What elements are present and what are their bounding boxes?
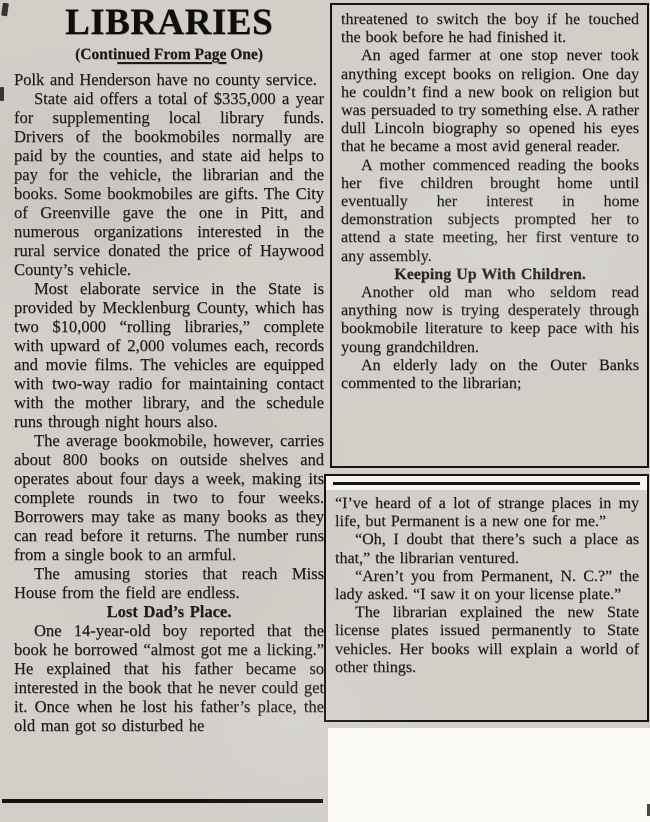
article-box-quotes bbox=[324, 474, 649, 722]
article-subhead: Keeping Up With Children. bbox=[394, 265, 586, 283]
box-header-strip bbox=[326, 476, 647, 490]
right-middle-box-body bbox=[326, 490, 647, 677]
article-headline: LIBRARIES bbox=[64, 2, 274, 43]
article-left-column bbox=[0, 0, 330, 797]
article-paragraph: “Oh, I doubt that there’s such a place as that,” the librarian ventured. bbox=[335, 531, 639, 567]
article-paragraph: Polk and Henderson have no county service. bbox=[14, 69, 317, 89]
box-header-rule bbox=[333, 482, 640, 485]
article-paragraph: The librarian explained the new State license plates issued permanently to State vehicles. Her books will explain a world of other things. bbox=[335, 604, 639, 676]
article-paragraph: One 14-year-old boy reported that the book he borrowed “almost got me a licking.” He explained that his father became so interested in the book that he never could get it. Once when he lost his father’s place, the old man got so disturbed he bbox=[14, 620, 324, 735]
continued-underlined: nued From Page bbox=[117, 45, 227, 63]
article-paragraph: The average bookmobile, however, carries about 800 books on outside shelves and operates about four days a week, making its complete rounds in two to four weeks. Borrowers may take as many books as they can read before it returns. The number runs from a single book to an armful. bbox=[14, 430, 324, 564]
article-paragraph: State aid offers a total of $335,000 a year for supplementing local library funds. Drivers of the bookmobiles normally are paid by the counties, and state aid helps to pay for the vehicle, the librarian and the books. Some bookmobiles are gifts. The City of Greenville gave the one in Pitt, and numerous organizations interested in the rural service donated the price of Haywood County’s vehicle. bbox=[14, 88, 324, 279]
article-paragraph: Most elaborate service in the State is provided by Mecklenburg County, which has two $10,000 “rolling libraries,” complete with upward of 2,000 volumes each, records and movie films. The vehicles are equipped with two-way radio for maintaining contact with the mother library, and the schedule runs through night hours also. bbox=[14, 278, 324, 431]
continued-pre: (Conti bbox=[75, 45, 118, 63]
left-column-body bbox=[14, 70, 324, 735]
article-paragraph: An elderly lady on the Outer Banks commented to the librarian; bbox=[341, 356, 639, 393]
article-paragraph: “I’ve heard of a lot of strange places in my life, but Permanent is a new one for me.” bbox=[335, 495, 639, 531]
article-paragraph: Another old man who seldom read anything now is trying desperately through bookmobile literature to keep pace with his young grandchildren. bbox=[341, 284, 639, 356]
article-paragraph: threatened to switch the boy if he touched the book before he had finished it. bbox=[341, 11, 639, 47]
article-subhead: Lost Dad’s Place. bbox=[106, 601, 232, 621]
article-box-top-right bbox=[330, 3, 649, 468]
article-paragraph: A mother commenced reading the books her five children brought home until eventually her interest in home demonstration subjects prompted her to attend a state meeting, her first venture to any assembly. bbox=[341, 156, 639, 265]
article-paragraph: The amusing stories that reach Miss House from the field are endless. bbox=[14, 563, 324, 602]
continued-from-line bbox=[14, 46, 324, 64]
empty-white-panel bbox=[328, 728, 650, 822]
article-paragraph: “Aren’t you from Permanent, N. C.?” the lady asked. “I saw it on your license plate.” bbox=[335, 567, 639, 604]
column-bottom-rule bbox=[2, 799, 323, 803]
article-paragraph: An aged farmer at one stop never took anything except books on religion. One day he couldn’t find a new book on religion but was persuaded to try something else. A rather dull Lincoln biography so opened his eyes that he became a most avid general reader. bbox=[341, 47, 639, 156]
continued-post: One) bbox=[226, 45, 263, 63]
right-top-box-body bbox=[341, 11, 639, 393]
